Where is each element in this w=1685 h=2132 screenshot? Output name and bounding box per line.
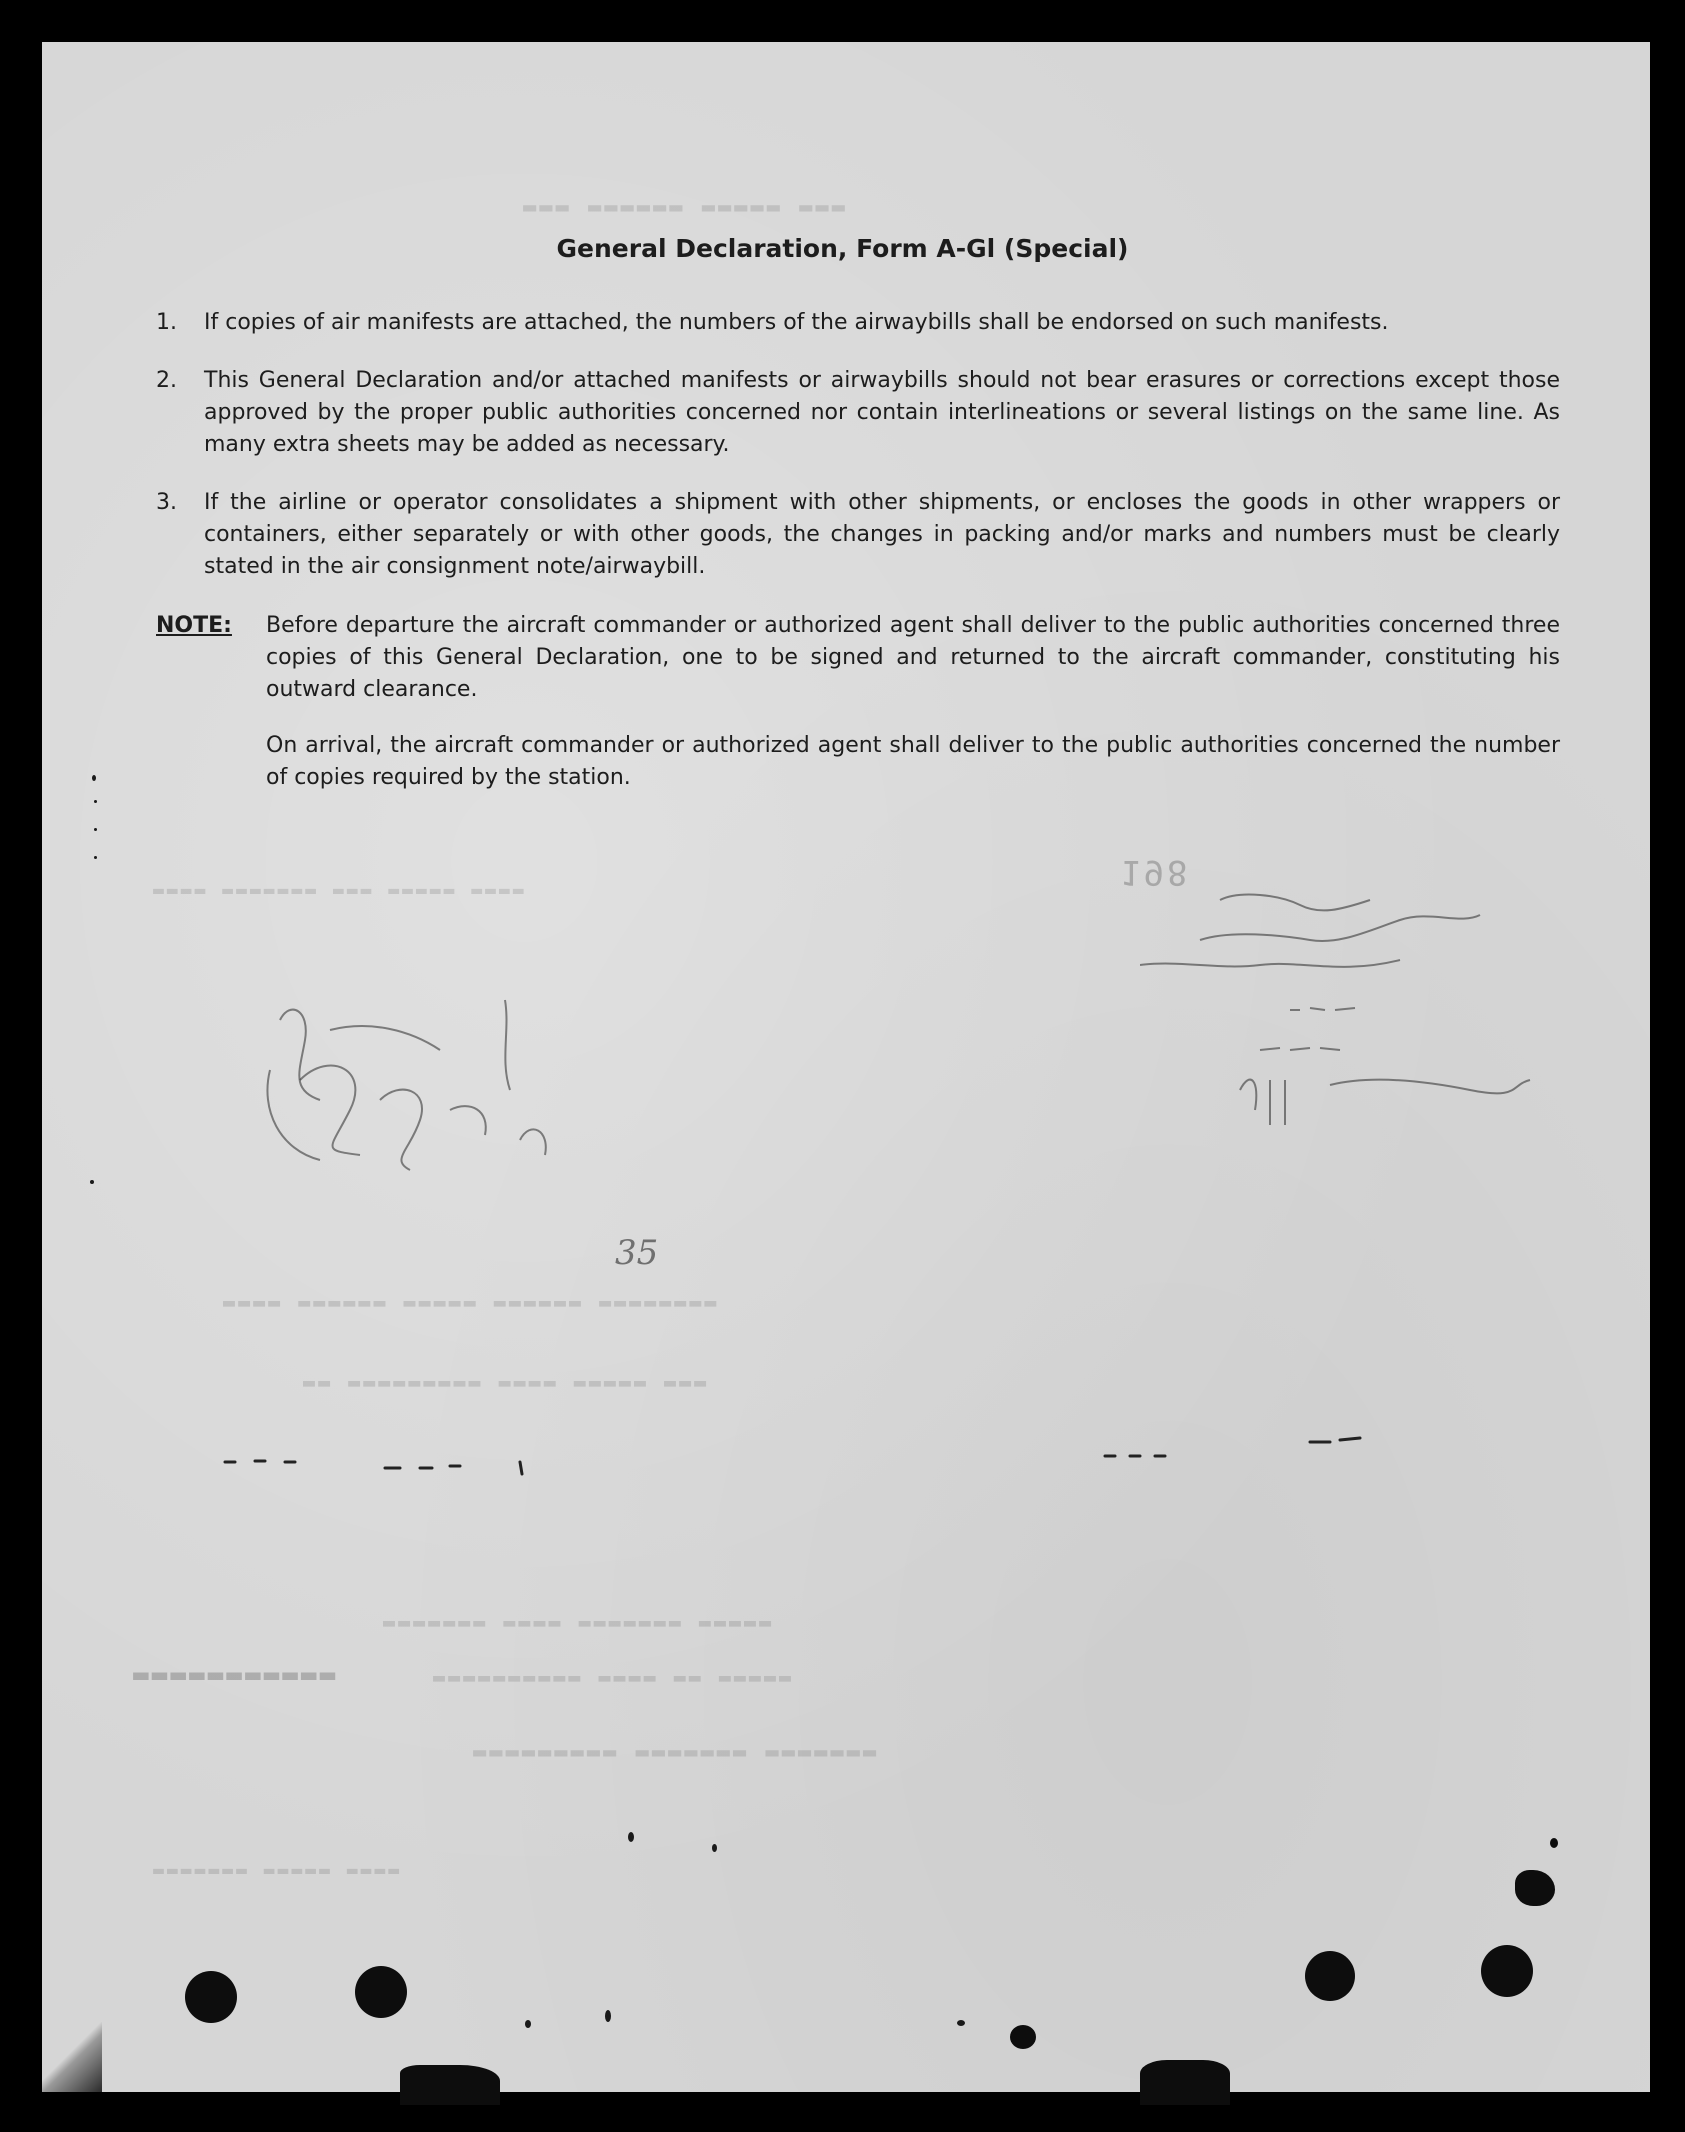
bleed-through-line: ▬▬▬▬▬▬▬▬▬▬▬ (130, 1660, 336, 1690)
speck (605, 2010, 611, 2022)
list-item (156, 487, 1560, 583)
list-item-text: If the airline or operator consolidates a shipment with other shipments, or encloses the goods in other wrappers or containers, either separately or with other goods, the changes in packing and/or marks and numbers must be clearly stated in the air consignment note/airwaybill. (204, 490, 1560, 579)
page-title: General Declaration, Form A-Gl (Special) (556, 234, 1129, 263)
handwritten-scribble-left (260, 960, 580, 1220)
speck (712, 1844, 717, 1852)
bleed-through-line: ▬▬▬ ▬▬▬▬▬ ▬▬▬▬ ▬▬▬▬▬▬▬▬▬ ▬▬ (300, 1370, 707, 1394)
bleed-through-line: ▬▬▬▬▬▬▬ ▬▬▬▬▬▬▬ ▬▬▬▬▬▬▬▬▬ (470, 1740, 877, 1765)
note-paragraph: On arrival, the aircraft commander or authorized agent shall deliver to the public authorities concerned the number of copies required by the station. (266, 733, 1560, 790)
ink-blot (1010, 2025, 1036, 2049)
edge-damage (1140, 2060, 1230, 2105)
list-item-text: If copies of air manifests are attached, the numbers of the airwaybills shall be endorsed on such manifests. (204, 310, 1389, 335)
speck (92, 775, 96, 781)
bleed-through-line: ▬▬▬▬▬ ▬▬ ▬▬▬▬ ▬▬▬▬▬▬▬▬▬▬ (430, 1665, 791, 1689)
ink-blot (1550, 1838, 1558, 1848)
bleed-through-line: ▬▬▬▬ ▬▬▬▬▬ ▬▬▬ ▬▬▬▬▬▬▬ ▬▬▬▬ (150, 880, 524, 901)
punch-hole (1305, 1951, 1355, 2001)
note-block (156, 610, 1560, 794)
list-item (156, 307, 1560, 339)
bleed-through-line: ▬▬▬▬▬▬▬▬ ▬▬▬▬▬▬ ▬▬▬▬▬ ▬▬▬▬▬▬ ▬▬▬▬ (220, 1290, 717, 1314)
note-body (266, 610, 1560, 794)
speck (94, 828, 97, 831)
folded-corner (42, 2022, 102, 2092)
speck (94, 800, 97, 803)
punch-hole (355, 1966, 407, 2018)
bleed-through-line: ▬▬▬ ▬▬▬▬▬ ▬▬▬▬▬▬ ▬▬▬ (520, 195, 845, 220)
punch-hole (1481, 1945, 1533, 1997)
handwritten-number: 35 (615, 1233, 659, 1273)
list-item-number: 1. (156, 310, 177, 335)
dash-marks-left (220, 1450, 540, 1480)
list-item (156, 365, 1560, 461)
speck (628, 1832, 634, 1842)
handwritten-scribble-right (1140, 880, 1560, 1180)
bleed-through-line: ▬▬▬▬ ▬▬▬▬▬ ▬▬▬▬▬▬▬ (150, 1860, 400, 1881)
speck (957, 2020, 965, 2026)
punch-hole (185, 1971, 237, 2023)
list-item-number: 2. (156, 368, 177, 393)
speck (525, 2020, 531, 2028)
speck (94, 856, 97, 859)
edge-damage (400, 2065, 500, 2105)
list-item-text: This General Declaration and/or attached manifests or airwaybills should not bear erasures or corrections except those approved by the proper public authorities concerned nor contain interlineations or several listings on the same line. As many extra sheets may be added as necessary. (204, 368, 1560, 457)
bleed-through-line: ▬▬▬▬▬ ▬▬▬▬▬▬▬ ▬▬▬▬ ▬▬▬▬▬▬▬ (380, 1610, 772, 1634)
speck (90, 1180, 94, 1184)
list-item-number: 3. (156, 490, 177, 515)
bleed-through-number: 198 (1120, 852, 1191, 892)
note-paragraph: Before departure the aircraft commander or authorized agent shall deliver to the public authorities concerned three copies of this General Declaration, one to be signed and returned to the aircraft commander, constituting his outward clearance. (266, 613, 1560, 702)
ink-blot (1515, 1870, 1555, 1906)
note-label: NOTE: (156, 613, 232, 638)
dash-marks-right (1100, 1430, 1400, 1460)
